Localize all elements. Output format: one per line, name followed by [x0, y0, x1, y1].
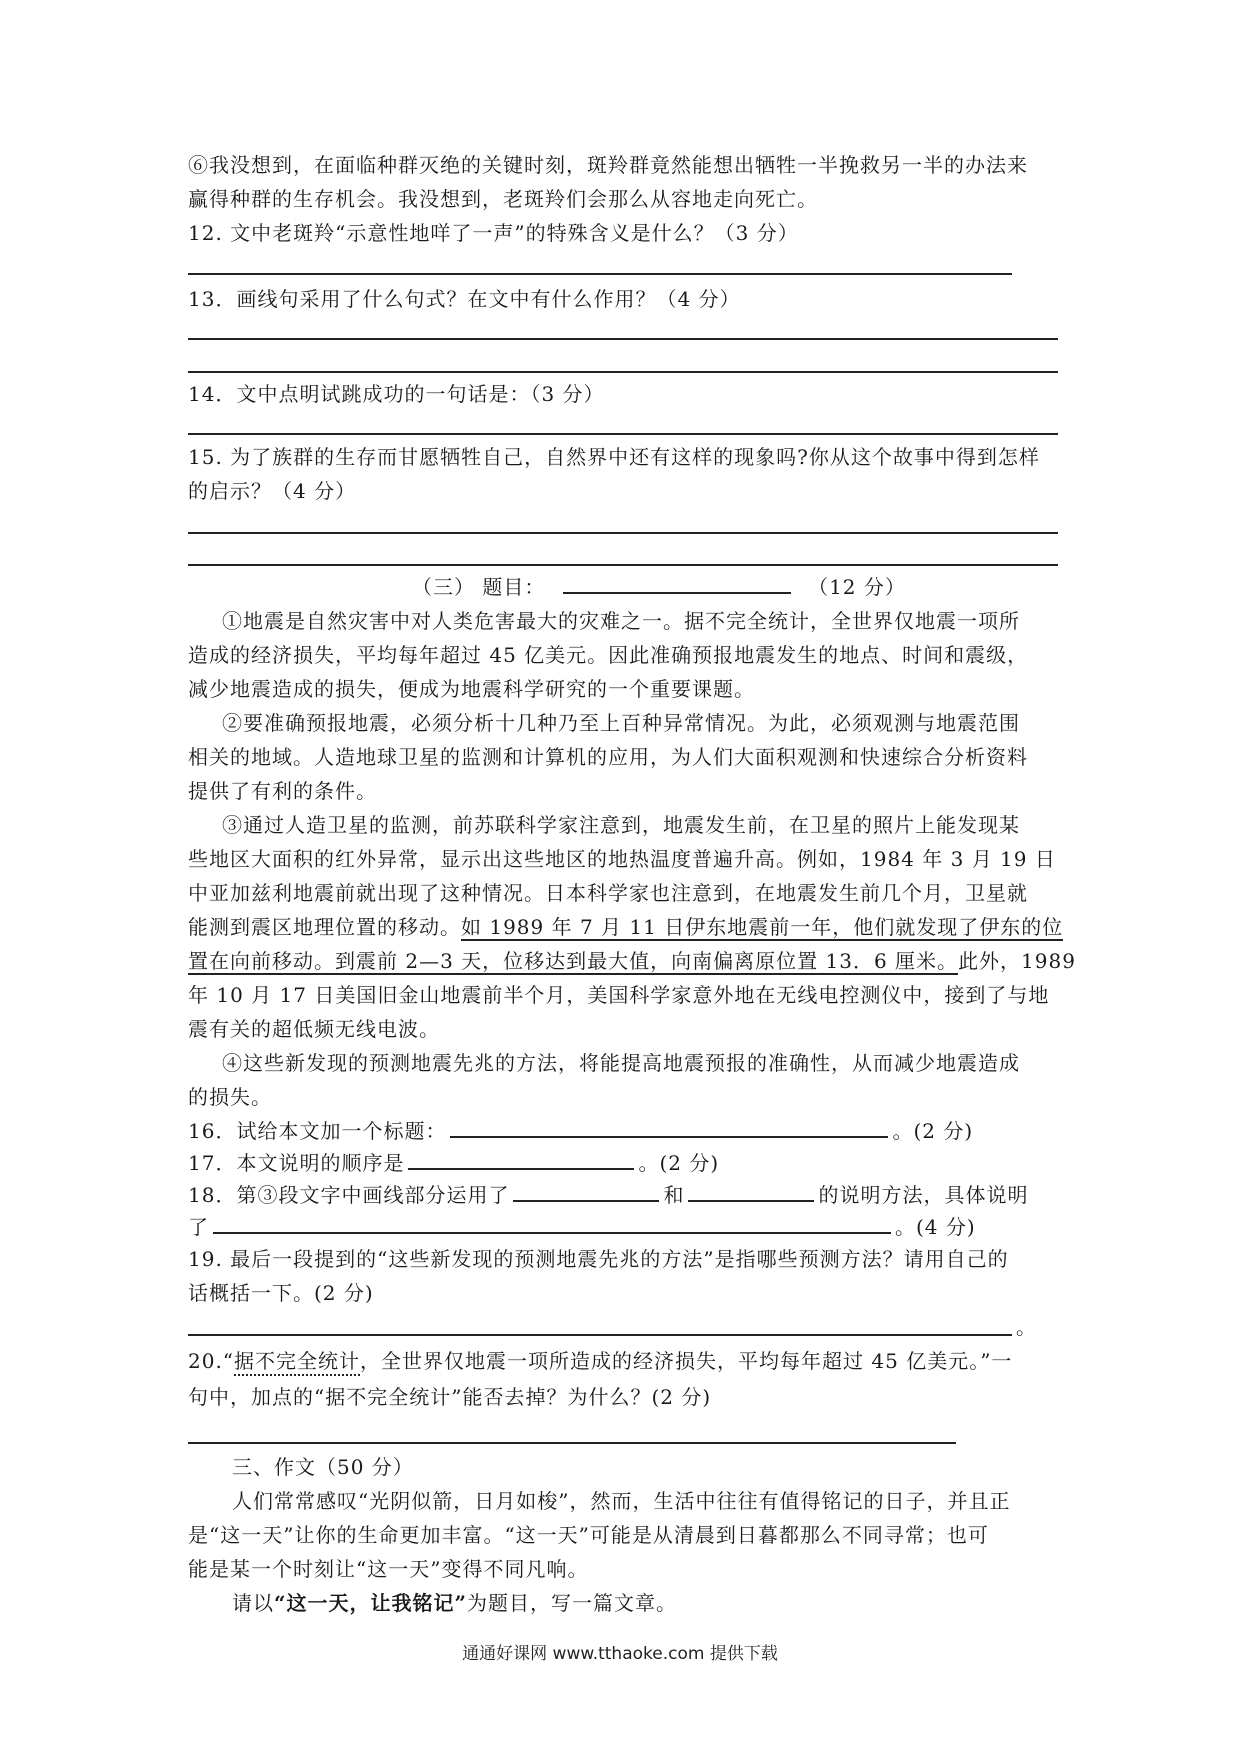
s3-p2-line-3: 提供了有利的条件。 [188, 779, 377, 803]
composition-heading: 三、作文（50 分） [232, 1455, 414, 1479]
question-14: 14．文中点明试跳成功的一句话是：（3 分） [188, 382, 605, 406]
answer-line-q20[interactable] [188, 1442, 956, 1444]
question-16-text: 16．试给本文加一个标题： [188, 1119, 447, 1143]
question-18-score: 。(4 分) [895, 1215, 976, 1239]
underlined-sentence-part-1: 如 1989 年 7 月 11 日伊东地震前一年，他们就发现了伊东的位 [461, 915, 1064, 939]
answer-blank-q16[interactable] [450, 1114, 888, 1138]
paragraph-6-line-1: ⑥我没想到，在面临种群灭绝的关键时刻，斑羚群竟然能想出牺牲一半挽救另一半的办法来 [188, 153, 1028, 177]
answer-line-q13-1[interactable] [188, 338, 1058, 340]
answer-line-q12[interactable] [188, 273, 1012, 275]
s3-p3-line-5 [188, 944, 1076, 978]
question-18-line-2 [188, 1210, 1058, 1244]
answer-blank-q18-method-2[interactable] [688, 1178, 814, 1202]
s3-p3-line-4-plain: 能测到震区地理位置的移动。 [188, 915, 461, 939]
composition-prompt-b: 为题目，写一篇文章。 [467, 1591, 678, 1615]
underlined-sentence-part-2: 置在向前移动。到震前 2—3 天，位移达到最大值，向南偏离原位置 13．6 厘米。 [188, 949, 959, 973]
question-20-rest: ，全世界仅地震一项所造成的经济损失，平均每年超过 45 亿美元。”一 [360, 1349, 1013, 1373]
footer-credit: 通通好课网 www.tthaoke.com 提供下载 [462, 1644, 778, 1664]
question-18-and: 和 [663, 1183, 685, 1207]
composition-title: “这一天，让我铭记” [274, 1591, 468, 1615]
composition-line-3: 能是某一个时刻让“这一天”变得不同凡响。 [188, 1557, 589, 1581]
answer-line-q15-2[interactable] [188, 564, 1058, 566]
s3-p2-line-2: 相关的地域。人造地球卫星的监测和计算机的应用，为人们大面积观测和快速综合分析资料 [188, 745, 1028, 769]
question-13: 13．画线句采用了什么句式？在文中有什么作用？（4 分） [188, 287, 741, 311]
question-15-line-2: 的启示？（4 分） [188, 479, 357, 503]
s3-p3-line-1: ③通过人造卫星的监测，前苏联科学家注意到，地震发生前，在卫星的照片上能发现某 [222, 813, 1020, 837]
section-3-heading-prefix: （三） 题目： [412, 575, 546, 599]
question-19-line-2: 话概括一下。(2 分) [188, 1281, 374, 1305]
question-17-score: 。(2 分) [638, 1151, 720, 1175]
question-18 [188, 1178, 1058, 1212]
composition-line-4 [232, 1586, 1102, 1620]
question-20-open: 20.“ [188, 1349, 235, 1373]
answer-line-q19[interactable] [188, 1334, 1012, 1336]
s3-p3-line-2: 些地区大面积的红外异常，显示出这些地区的地热温度普遍升高。例如，1984 年 3 月 19 日 [188, 847, 1056, 871]
section-3-heading-suffix: （12 分） [808, 575, 906, 599]
s3-p3-line-4 [188, 910, 1064, 944]
answer-blank-q17[interactable] [408, 1146, 634, 1170]
question-20-line-1 [188, 1344, 1058, 1378]
dotted-phrase: 据不完全统计 [234, 1349, 361, 1373]
answer-blank-q18-method-1[interactable] [513, 1178, 659, 1202]
title-blank[interactable] [563, 570, 791, 594]
paragraph-6-line-2: 赢得种群的生存机会。我没想到，老斑羚们会那么从容地走向死亡。 [188, 187, 818, 211]
s3-p1-line-1: ①地震是自然灾害中对人类危害最大的灾难之一。据不完全统计，全世界仅地震一项所 [222, 609, 1020, 633]
s3-p3-line-6: 年 10 月 17 日美国旧金山地震前半个月，美国科学家意外地在无线电控测仪中，接到了与地 [188, 983, 1050, 1007]
composition-prompt-a: 请以 [232, 1591, 274, 1615]
s3-p3-line-3: 中亚加兹利地震前就出现了这种情况。日本科学家也注意到，在地震发生前几个月，卫星就 [188, 881, 1028, 905]
question-18-text: 18．第③段文字中画线部分运用了 [188, 1183, 510, 1207]
question-18-text-2: 的说明方法，具体说明 [818, 1183, 1029, 1207]
answer-blank-q18-explain[interactable] [213, 1210, 891, 1234]
s3-p2-line-1: ②要准确预报地震，必须分析十几种乃至上百种异常情况。为此，必须观测与地震范围 [222, 711, 1020, 735]
s3-p3-line-5-plain: 此外，1989 [958, 949, 1076, 973]
question-12: 12. 文中老斑羚“示意性地咩了一声”的特殊含义是什么？（3 分） [188, 221, 799, 245]
s3-p1-line-2: 造成的经济损失，平均每年超过 45 亿美元。因此准确预报地震发生的地点、时间和震级， [188, 643, 1029, 667]
question-19-period: 。 [1016, 1315, 1037, 1339]
question-17 [188, 1146, 1058, 1180]
section-3-heading [412, 570, 1012, 604]
composition-line-2: 是“这一天”让你的生命更加丰富。“这一天”可能是从清晨到日暮都那么不同寻常；也可 [188, 1523, 989, 1547]
answer-line-q13-2[interactable] [188, 371, 1058, 373]
s3-p4-line-1: ④这些新发现的预测地震先兆的方法，将能提高地震预报的准确性，从而减少地震造成 [222, 1051, 1020, 1075]
s3-p1-line-3: 减少地震造成的损失，便成为地震科学研究的一个重要课题。 [188, 677, 755, 701]
composition-line-1: 人们常常感叹“光阴似箭，日月如梭”，然而，生活中往往有值得铭记的日子，并且正 [232, 1489, 1011, 1513]
question-15-line-1: 15. 为了族群的生存而甘愿牺牲自己，自然界中还有这样的现象吗?你从这个故事中得到怎样 [188, 445, 1040, 469]
question-20-line-2: 句中，加点的“据不完全统计”能否去掉？为什么？(2 分) [188, 1385, 712, 1409]
question-18-text-3: 了 [188, 1215, 209, 1239]
s3-p3-line-7: 震有关的超低频无线电波。 [188, 1017, 440, 1041]
s3-p4-line-2: 的损失。 [188, 1085, 272, 1109]
answer-line-q15-1[interactable] [188, 532, 1058, 534]
question-16-score: 。(2 分) [892, 1119, 974, 1143]
question-17-text: 17．本文说明的顺序是 [188, 1151, 405, 1175]
answer-line-q14[interactable] [188, 433, 1058, 435]
question-19-line-1: 19. 最后一段提到的“这些新发现的预测地震先兆的方法”是指哪些预测方法？请用自己的 [188, 1247, 1009, 1271]
question-16 [188, 1114, 1058, 1148]
